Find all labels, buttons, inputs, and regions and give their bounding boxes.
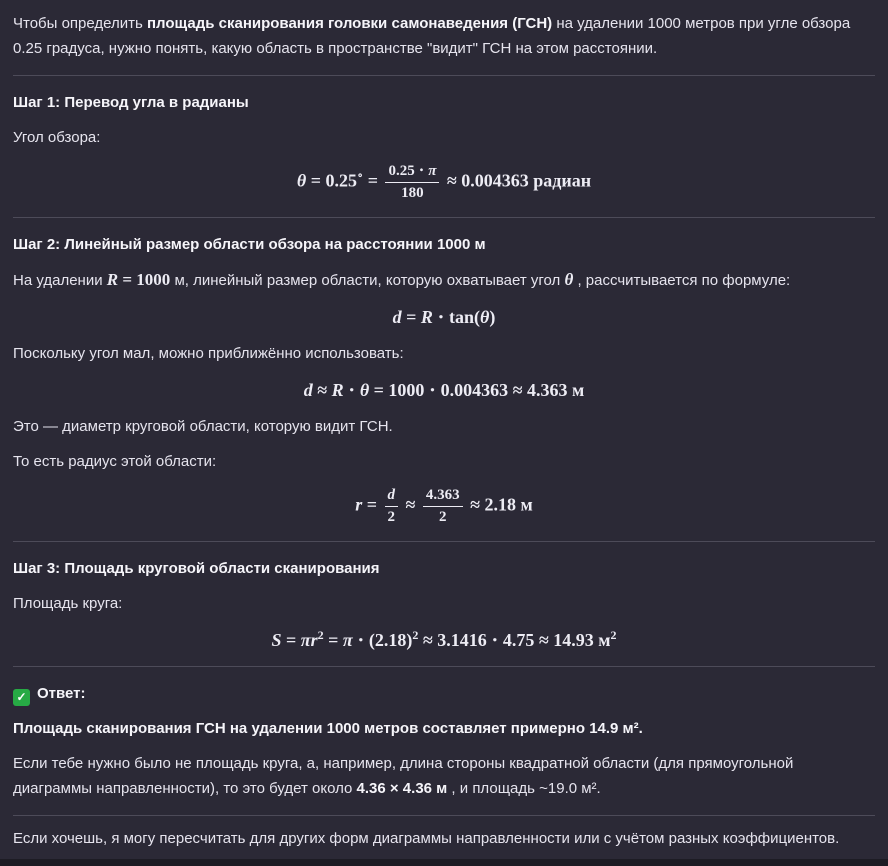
step2-diameter-note: Это — диаметр круговой области, которую видит ГСН. <box>13 418 393 436</box>
step1-label: Угол обзора: <box>13 129 101 146</box>
bottom-edge-strip <box>0 859 888 866</box>
step3-label: Площадь круга: <box>13 594 123 612</box>
formula-approximation: d ≈ R ⋅ θ = 1000 ⋅ 0.004363 ≈ 4.363 м <box>303 379 585 400</box>
intro-paragraph: Чтобы определить площадь сканирования головки самонаведения (ГСН) на удалении 1000 метров при угле обзора 0.25 градуса, нужно понять, какую область в пространстве "видит" ГСН на этом расстоянии. <box>13 15 851 57</box>
divider <box>13 541 875 542</box>
answer-statement: Площадь сканирования ГСН на удалении 1000 метров составляет примерно 14.9 м². <box>13 719 643 737</box>
divider <box>13 815 875 816</box>
divider <box>13 666 875 667</box>
step2-radius-note: То есть радиус этой области: <box>13 453 217 471</box>
formula-radius: r = $\frac{d}{2}$ ≈ $\frac{4.363}{2}$ ≈ 2.18 м <box>355 487 533 525</box>
check-emoji: ✓ <box>13 689 30 706</box>
step2-approx-note: Поскольку угол мал, можно приближённо использовать: <box>13 344 404 362</box>
step2-intro: На удалении R = 1000 м, линейный размер области, которую охватывает угол θ , рассчитывается по формуле: <box>13 269 791 289</box>
step2-heading: Шаг 2: Линейный размер области обзора на расстоянии 1000 м <box>13 235 486 253</box>
answer-alternative: Если тебе нужно было не площадь круга, а, например, длина стороны квадратной области (для прямоугольной диаграммы направленности), то это будет около 4.36 × 4.36 м , и площадь ~19.0 м². <box>13 754 794 797</box>
divider <box>13 217 875 218</box>
step1-heading: Шаг 1: Перевод угла в радианы <box>13 94 249 111</box>
closing-paragraph: Если хочешь, я могу пересчитать для других форм диаграммы направленности или с учётом разных коэффициентов. <box>13 829 840 847</box>
divider <box>13 75 875 76</box>
formula-angle-radians: θ = 0.25∘ = $\frac{0.25 \cdot \pi}{180}$ ≈ 0.004363 радиан <box>296 163 592 201</box>
formula-area: $S = \pi r^2 = \pi \cdot (2.18)^2 \approx 3.1416 \cdot 4.75 \approx 14.93$ $м^2$ <box>271 627 617 650</box>
answer-heading: ✓ Ответ: <box>13 681 875 706</box>
formula-tan: d = R ⋅ tan(θ) <box>392 306 496 327</box>
step3-heading: Шаг 3: Площадь круговой области сканирования <box>13 559 380 577</box>
